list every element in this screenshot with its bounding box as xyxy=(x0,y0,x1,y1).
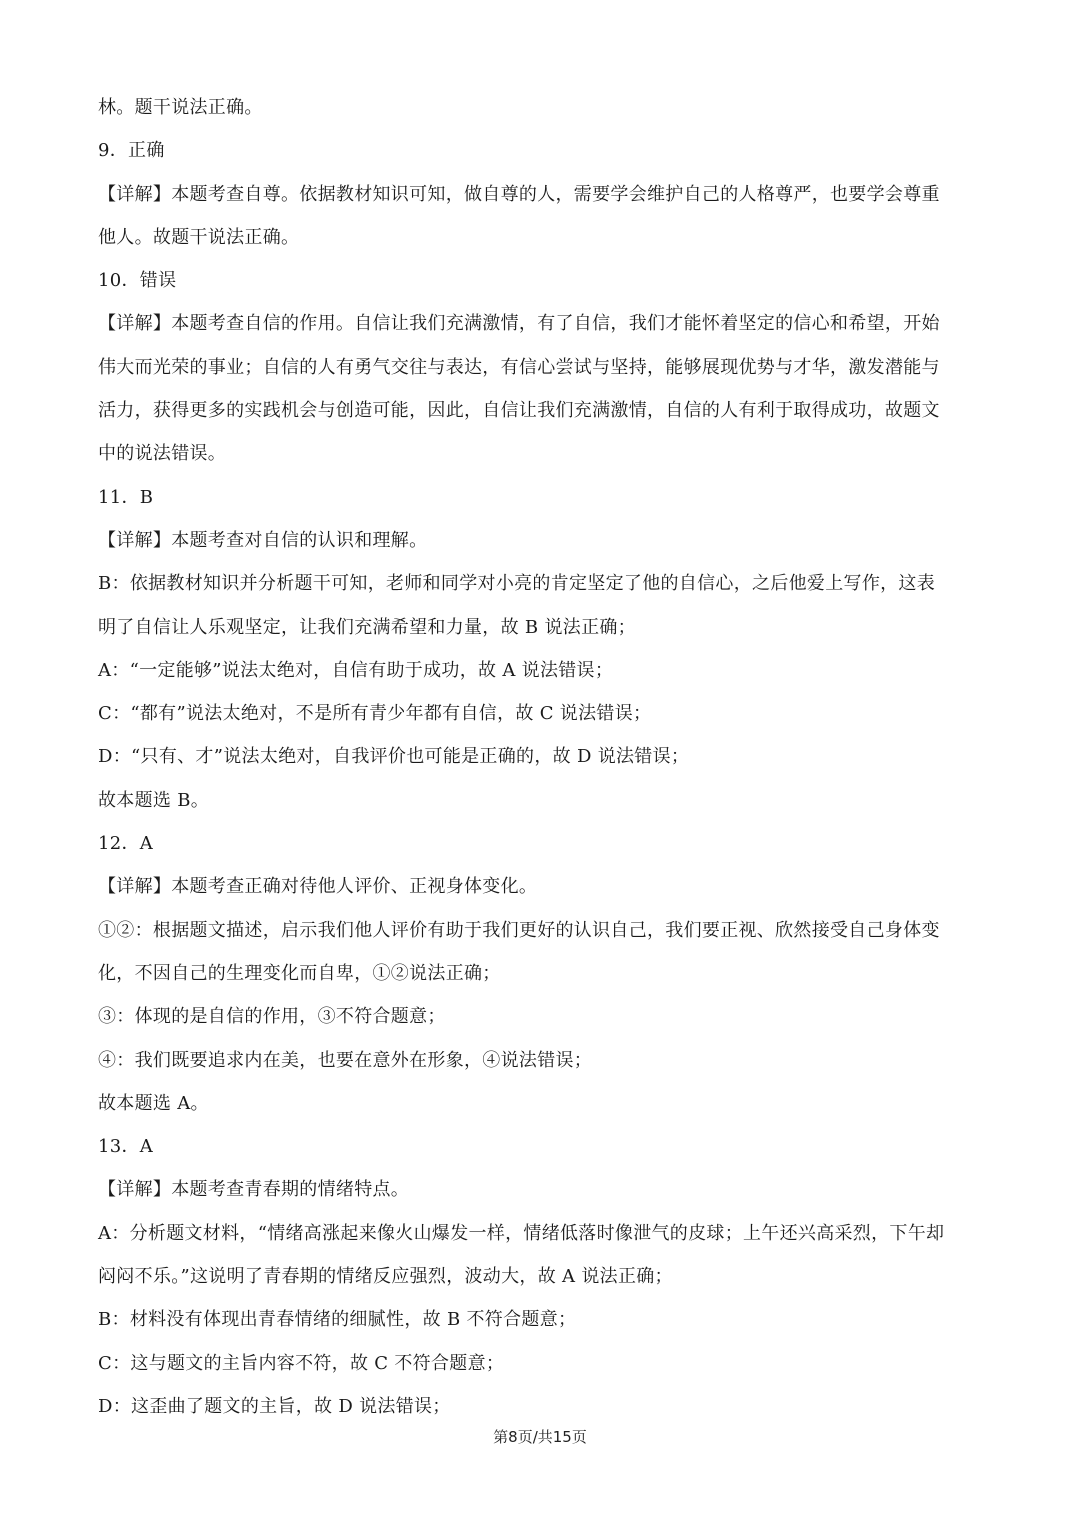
text-line: 10．错误 xyxy=(98,270,177,292)
answer-text-body xyxy=(98,86,988,1428)
text-line: A：“一定能够”说法太绝对，自信有助于成功，故 A 说法错误； xyxy=(98,659,614,681)
text-line: ④：我们既要追求内在美，也要在意外在形象，④说法错误； xyxy=(98,1049,593,1071)
text-line: 闷闷不乐。”这说明了青春期的情绪反应强烈，波动大，故 A 说法正确； xyxy=(98,1266,673,1288)
text-line: 活力，获得更多的实践机会与创造可能，因此，自信让我们充满激情，自信的人有利于取得成功，故题文 xyxy=(98,400,940,422)
page-number-footer: 第8页/共15页 xyxy=(493,1428,587,1446)
text-line: ①②：根据题文描述，启示我们他人评价有助于我们更好的认识自己，我们要正视、欣然接受自己身体变 xyxy=(98,919,940,941)
text-line: 【详解】本题考查自信的作用。自信让我们充满激情，有了自信，我们才能怀着坚定的信心和希望，开始 xyxy=(98,313,940,335)
text-line: 他人。故题干说法正确。 xyxy=(98,226,300,248)
text-line: 12．A xyxy=(98,833,154,855)
text-line: 【详解】本题考查对自信的认识和理解。 xyxy=(98,529,428,551)
text-line: B：材料没有体现出青春情绪的细腻性，故 B 不符合题意； xyxy=(98,1309,577,1331)
text-line: 林。题干说法正确。 xyxy=(98,97,263,118)
text-line: C：这与题文的主旨内容不符，故 C 不符合题意； xyxy=(98,1352,505,1374)
text-line: 【详解】本题考查正确对待他人评价、正视身体变化。 xyxy=(98,876,538,898)
text-line: 【详解】本题考查自尊。依据教材知识可知，做自尊的人，需要学会维护自己的人格尊严，也要学会尊重 xyxy=(98,183,940,205)
text-line: 化，不因自己的生理变化而自卑，①②说法正确； xyxy=(98,962,501,984)
text-line: B：依据教材知识并分析题干可知，老师和同学对小亮的肯定坚定了他的自信心，之后他爱上写作，这表 xyxy=(98,573,936,595)
text-line: 故本题选 B。 xyxy=(98,789,210,811)
text-line: 中的说法错误。 xyxy=(98,443,227,465)
text-line: D：这歪曲了题文的主旨，故 D 说法错误； xyxy=(98,1395,451,1417)
text-line: 伟大而光荣的事业；自信的人有勇气交往与表达，有信心尝试与坚持，能够展现优势与才华，激发潜能与 xyxy=(98,356,940,378)
text-line: A：分析题文材料，“情绪高涨起来像火山爆发一样，情绪低落时像泄气的皮球；上午还兴高采烈，下午却 xyxy=(98,1222,945,1244)
text-line: 故本题选 A。 xyxy=(98,1092,209,1114)
text-line: 明了自信让人乐观坚定，让我们充满希望和力量，故 B 说法正确； xyxy=(98,616,636,638)
text-line: 13．A xyxy=(98,1136,154,1158)
text-line: 9．正确 xyxy=(98,140,165,162)
text-line: 11．B xyxy=(98,486,154,508)
text-line: 【详解】本题考查青春期的情绪特点。 xyxy=(98,1179,410,1201)
text-line: C：“都有”说法太绝对，不是所有青少年都有自信，故 C 说法错误； xyxy=(98,703,652,725)
text-line: D：“只有、才”说法太绝对，自我评价也可能是正确的，故 D 说法错误； xyxy=(98,746,690,768)
text-line: ③：体现的是自信的作用，③不符合题意； xyxy=(98,1006,446,1028)
